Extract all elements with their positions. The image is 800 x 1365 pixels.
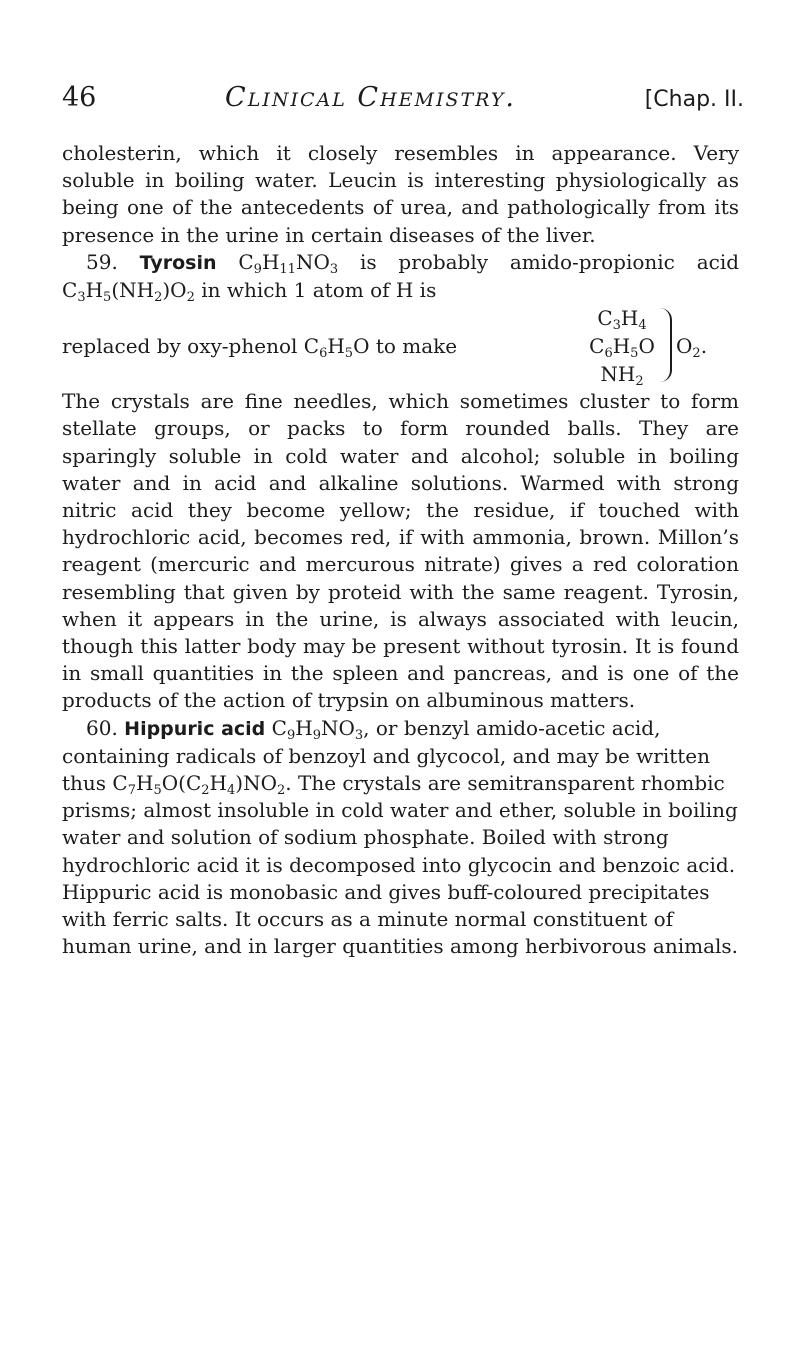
tyrosin-description: The crystals are fine needles, which sometimes cluster to form stellate groups, or packs to form rounded balls. They are sparingly soluble in cold water and alcohol; soluble in boiling water and in acid and alkaline solutions. Warmed with strong nitric acid they become yellow; the residue, if touched with hydrochloric acid, becomes red, if with ammonia, brown. Millon’s reagent (mercuric and mercurous nitrate) gives a red coloration resembling that given by proteid with the same reagent. Tyrosin, when it appears in the urine, is always associated with leucin, though this latter body may be present without tyrosin. It is found in small quantities in the spleen and pancreas, and is one of the products of the action of trypsin on albuminous matters. [62,389,739,713]
section-59-intro: 59. Tyrosin $C_9H_{11}NO_3$ is probably amido-propionic acid $C_3H_5(NH_2)O_2$ in which 1 atom of H is [62,249,740,306]
running-title: Clinical Chemistry. [225,82,517,113]
section-60-paragraph: 60. Hippuric acid $C_9H_9NO_3$, or benzyl amido-acetic acid, containing radicals of benzoyl and glycocol, and may be written thus $C_7H_5O(C_2H_4)NO_2$. The crystals are semitransparent rhombic prisms; almost insoluble in cold water and ether, soluble in boiling water and solution of sodium phosphate. Boiled with strong hydrochloric acid it is decomposed into glycocin and benzoic acid. Hippuric acid is monobasic and gives buff-coloured precipitates with ferric salts. It occurs as a minute normal constituent of human urine, and in larger quantities among herbivorous animals. [62,715,739,959]
right-brace-icon [660,308,672,382]
structural-formula-line: replaced by oxy-phenol $C_6H_5O$ to make $C_3H_4$ $C_6H_5O$ $NH_2$ $O_2$. [62,306,708,390]
section-title-hippuric-acid: Hippuric acid [124,717,266,740]
page-header [62,82,744,116]
chapter-reference: [Chap. II. [644,87,744,112]
section-number: 59. [86,249,118,274]
section-title-tyrosin: Tyrosin [139,251,217,274]
body-text [62,140,739,960]
page-number: 46 [62,82,97,113]
hippuric-formula: $C_9H_9NO_3$ [271,715,364,743]
oxy-phenol-formula: $C_6H_5O$ [303,334,370,362]
section-number: 60. [86,715,118,740]
paragraph-leucin-end: cholesterin, which it closely resembles in appearance. Very soluble in boiling water. Leucin is interesting physiologically as being one of the antecedents of urea, and pathologically from its presence in the urine in certain diseases of the liver. [62,141,739,247]
benzoyl-formula: $C_7H_5O(C_2H_4)NO_2$ [112,771,286,799]
formula-stack: $C_3H_4$ $C_6H_5O$ $NH_2$ [589,306,655,390]
propionic-formula: $C_3H_5(NH_2)O_2$ [62,278,195,306]
tyrosin-formula: $C_9H_{11}NO_3$ [238,249,339,277]
